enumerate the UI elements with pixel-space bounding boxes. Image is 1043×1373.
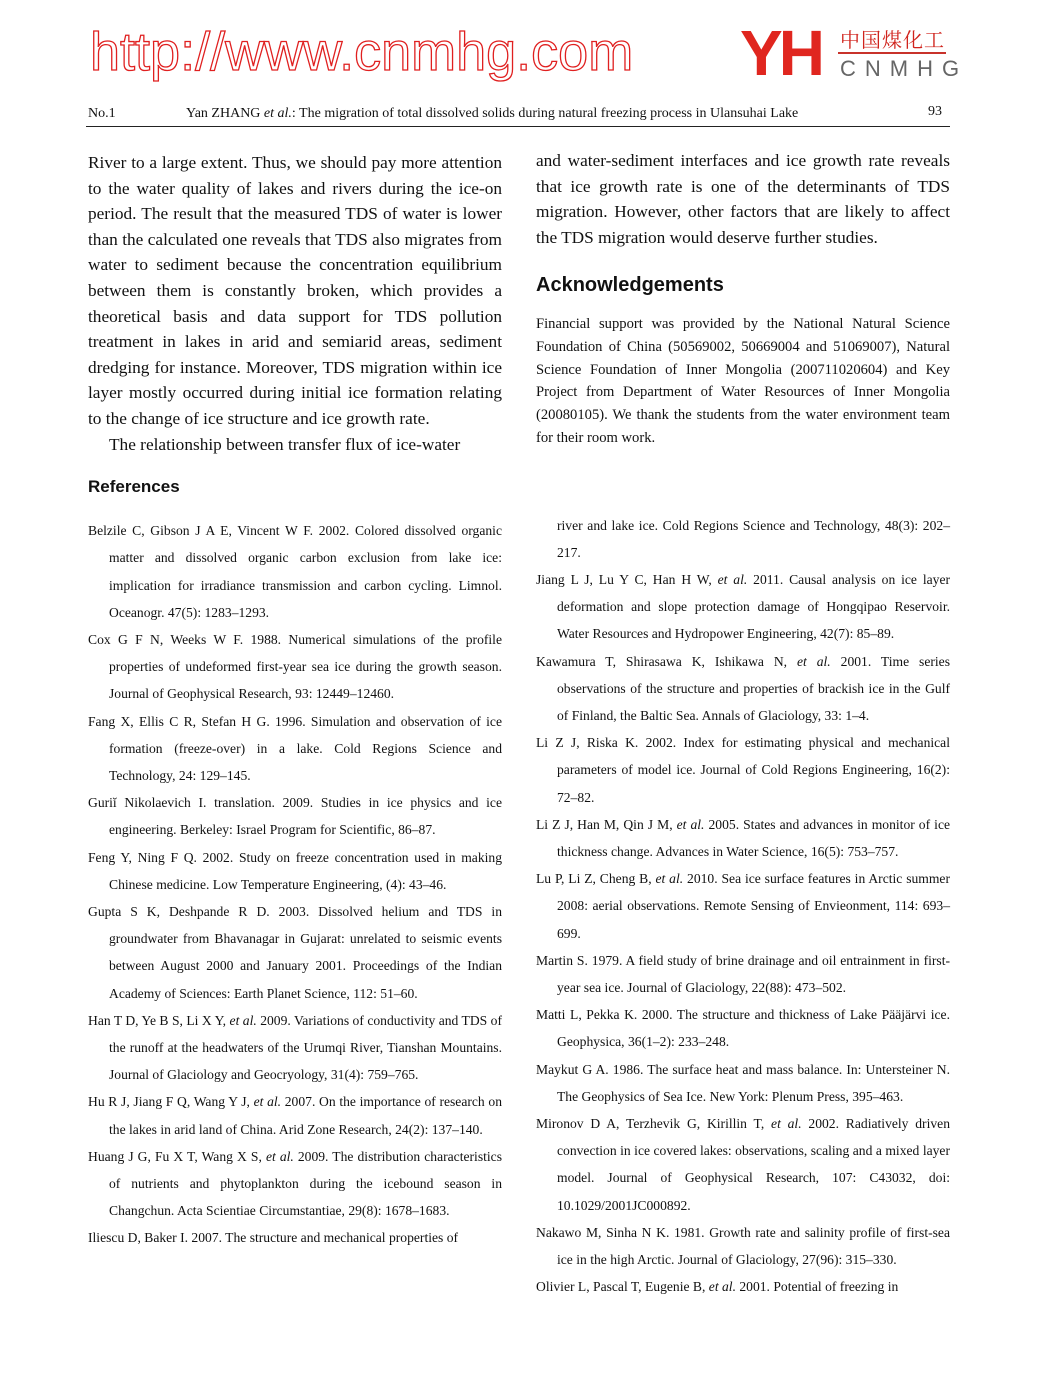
reference-entry: Li Z J, Han M, Qin J M, et al. 2005. States and advances in monitor of ice thickness change. Advances in Water Science, 16(5): 753–757. <box>536 816 951 860</box>
logo-chinese-text: 中国煤化工 <box>840 28 945 52</box>
reference-entry: Nakawo M, Sinha N K. 1981. Growth rate and salinity profile of first-sea ice in the high Arctic. Journal of Glaciology, 27(96): 315–330. <box>536 1224 950 1268</box>
reference-entry: Feng Y, Ning F Q. 2002. Study on freeze concentration used in making Chinese medicine. Low Temperature Engineering, (4): 43–46. <box>88 849 502 892</box>
reference-entry: Iliescu D, Baker I. 2007. The structure and mechanical properties of <box>88 1230 459 1246</box>
references-right-column <box>536 512 950 1301</box>
reference-entry: Lu P, Li Z, Cheng B, et al. 2010. Sea ice surface features in Arctic summer 2008: aerial observations. Remote Sensing of Envieonment, 114: 693–699. <box>536 871 950 941</box>
reference-entry: Cox G F N, Weeks W F. 1988. Numerical simulations of the profile properties of undeformed first-year sea ice during the growth season. Journal of Geophysical Research, 93: 12449–12460. <box>88 631 502 702</box>
reference-entry: Olivier L, Pascal T, Eugenie B, et al. 2001. Potential of freezing in <box>536 1279 899 1295</box>
logo-latin-text: CNMHG <box>840 56 969 81</box>
acknowledgements-heading: Acknowledgements <box>536 274 724 297</box>
reference-entry: Matti L, Pekka K. 2000. The structure and thickness of Lake Pääjärvi ice. Geophysica, 36(1–2): 233–248. <box>536 1007 950 1050</box>
paragraph: River to a large extent. Thus, we should pay more attention to the water quality of lakes and rivers during the ice-on period. The result that the measured TDS of water is lower than the calculated one reveals that TDS also migrates from water to sediment because the concentration equilibrium between them is constantly broken, which provides a theoretical basis and data support for TDS pollution treatment in lakes in arid and semiarid areas, sediment dredging for instance. Moreover, TDS migration within ice layer mostly occurred during initial ice formation relating to the change of ice structure and ice growth rate. <box>88 153 502 428</box>
logo-mark: YH <box>740 17 821 89</box>
logo-divider <box>838 52 946 54</box>
reference-entry: Maykut G A. 1986. The surface heat and mass balance. In: Untersteiner N. The Geophysics of Sea Ice. New York: Plenum Press, 395–463. <box>536 1061 950 1104</box>
issue-number: No.1 <box>88 106 116 121</box>
reference-entry: Han T D, Ye B S, Li X Y, et al. 2009. Variations of conductivity and TDS of the runoff at the headwaters of the Urumqi River, Tianshan Mountains. Journal of Glaciology and Geocryology, 31(4): 759–765. <box>88 1012 502 1083</box>
reference-entry: Hu R J, Jiang F Q, Wang Y J, et al. 2007. On the importance of research on the lakes in arid land of China. Arid Zone Research, 24(2): 137–140. <box>88 1094 502 1137</box>
references-left-column <box>88 517 502 1251</box>
acknowledgements-text: Financial support was provided by the National Natural Science Foundation of China (50569002, 50669004 and 51069007), Natural Science Foundation of Inner Mongolia (200711020604) and Key Project from Department of Water Resources of Inner Mongolia (20080105). We thank the students from the water environment team for their room work. <box>536 316 950 446</box>
reference-entry: Martin S. 1979. A field study of brine drainage and oil entrainment in first-year sea ice. Journal of Glaciology, 22(88): 473–502. <box>536 952 950 996</box>
reference-entry: Kawamura T, Shirasawa K, Ishikawa N, et al. 2001. Time series observations of the structure and properties of brackish ice in the Gulf of Finland, the Baltic Sea. Annals of Glaciology, 33: 1–4. <box>536 653 950 724</box>
reference-entry: Li Z J, Riska K. 2002. Index for estimating physical and mechanical parameters of model ice. Journal of Cold Regions Engineering, 16(2): 72–82. <box>536 735 950 805</box>
reference-entry: river and lake ice. Cold Regions Science and Technology, 48(3): 202–217. <box>557 517 950 560</box>
reference-entry: Fang X, Ellis C R, Stefan H G. 1996. Simulation and observation of ice formation (freeze-over) in a lake. Cold Regions Science and Technology, 24: 129–145. <box>88 713 502 783</box>
running-title: Yan ZHANG et al.: The migration of total dissolved solids during natural freezing process in Ulansuhai Lake <box>186 106 799 121</box>
right-body-text <box>536 148 950 250</box>
page-number: 93 <box>928 104 942 119</box>
watermark-text: http://www.cnmhg.com <box>90 22 634 82</box>
url-watermark <box>86 14 646 94</box>
reference-entry: Belzile C, Gibson J A E, Vincent W F. 2002. Colored dissolved organic matter and dissolved organic carbon exclusion from lake ice: implication for irradiance transmission and carbon cycling. Limnol. Oceanogr. 47(5): 1283–1293. <box>88 523 502 620</box>
reference-entry: Mironov D A, Terzhevik G, Kirillin T, et al. 2002. Radiatively driven convection in ice covered lakes: observations, scaling and a mixed layer model. Journal of Geophysical Research, 107: C43032, doi: 10.1029/2001JC000892. <box>536 1116 950 1213</box>
left-body-text <box>88 150 502 457</box>
references-heading: References <box>88 477 180 497</box>
reference-entry: Gupta S K, Deshpande R D. 2003. Dissolved helium and TDS in groundwater from Bhavanagar in Gujarat: unrelated to seismic events between August 2000 and January 2001. Proceedings of the Indian Academy of Sciences: Earth Planet Science, 112: 51–60. <box>88 903 502 1001</box>
right-column <box>536 148 950 1300</box>
running-header <box>86 104 950 127</box>
paragraph: The relationship between transfer flux of ice-water <box>109 434 461 454</box>
left-column <box>88 150 502 1252</box>
cnmhg-logo <box>736 17 969 89</box>
reference-entry: Jiang L J, Lu Y C, Han H W, et al. 2011. Causal analysis on ice layer deformation and slope protection damage of Hongqipao Reservoir. Water Resources and Hydropower Engineering, 42(7): 85–89. <box>536 572 950 642</box>
reference-entry: Huang J G, Fu X T, Wang X S, et al. 2009. The distribution characteristics of nutrients and phytoplankton during the icebound season in Changchun. Acta Scientiae Circumstantiae, 29(8): 1678–1683. <box>88 1148 502 1219</box>
paragraph: and water-sediment interfaces and ice growth rate reveals that ice growth rate is one of the determinants of TDS migration. However, other factors that are likely to affect the TDS migration would deserve further studies. <box>536 151 950 247</box>
reference-entry: Guriĭ Nikolaevich I. translation. 2009. Studies in ice physics and ice engineering. Berkeley: Israel Program for Scientific, 86–87. <box>88 795 502 838</box>
